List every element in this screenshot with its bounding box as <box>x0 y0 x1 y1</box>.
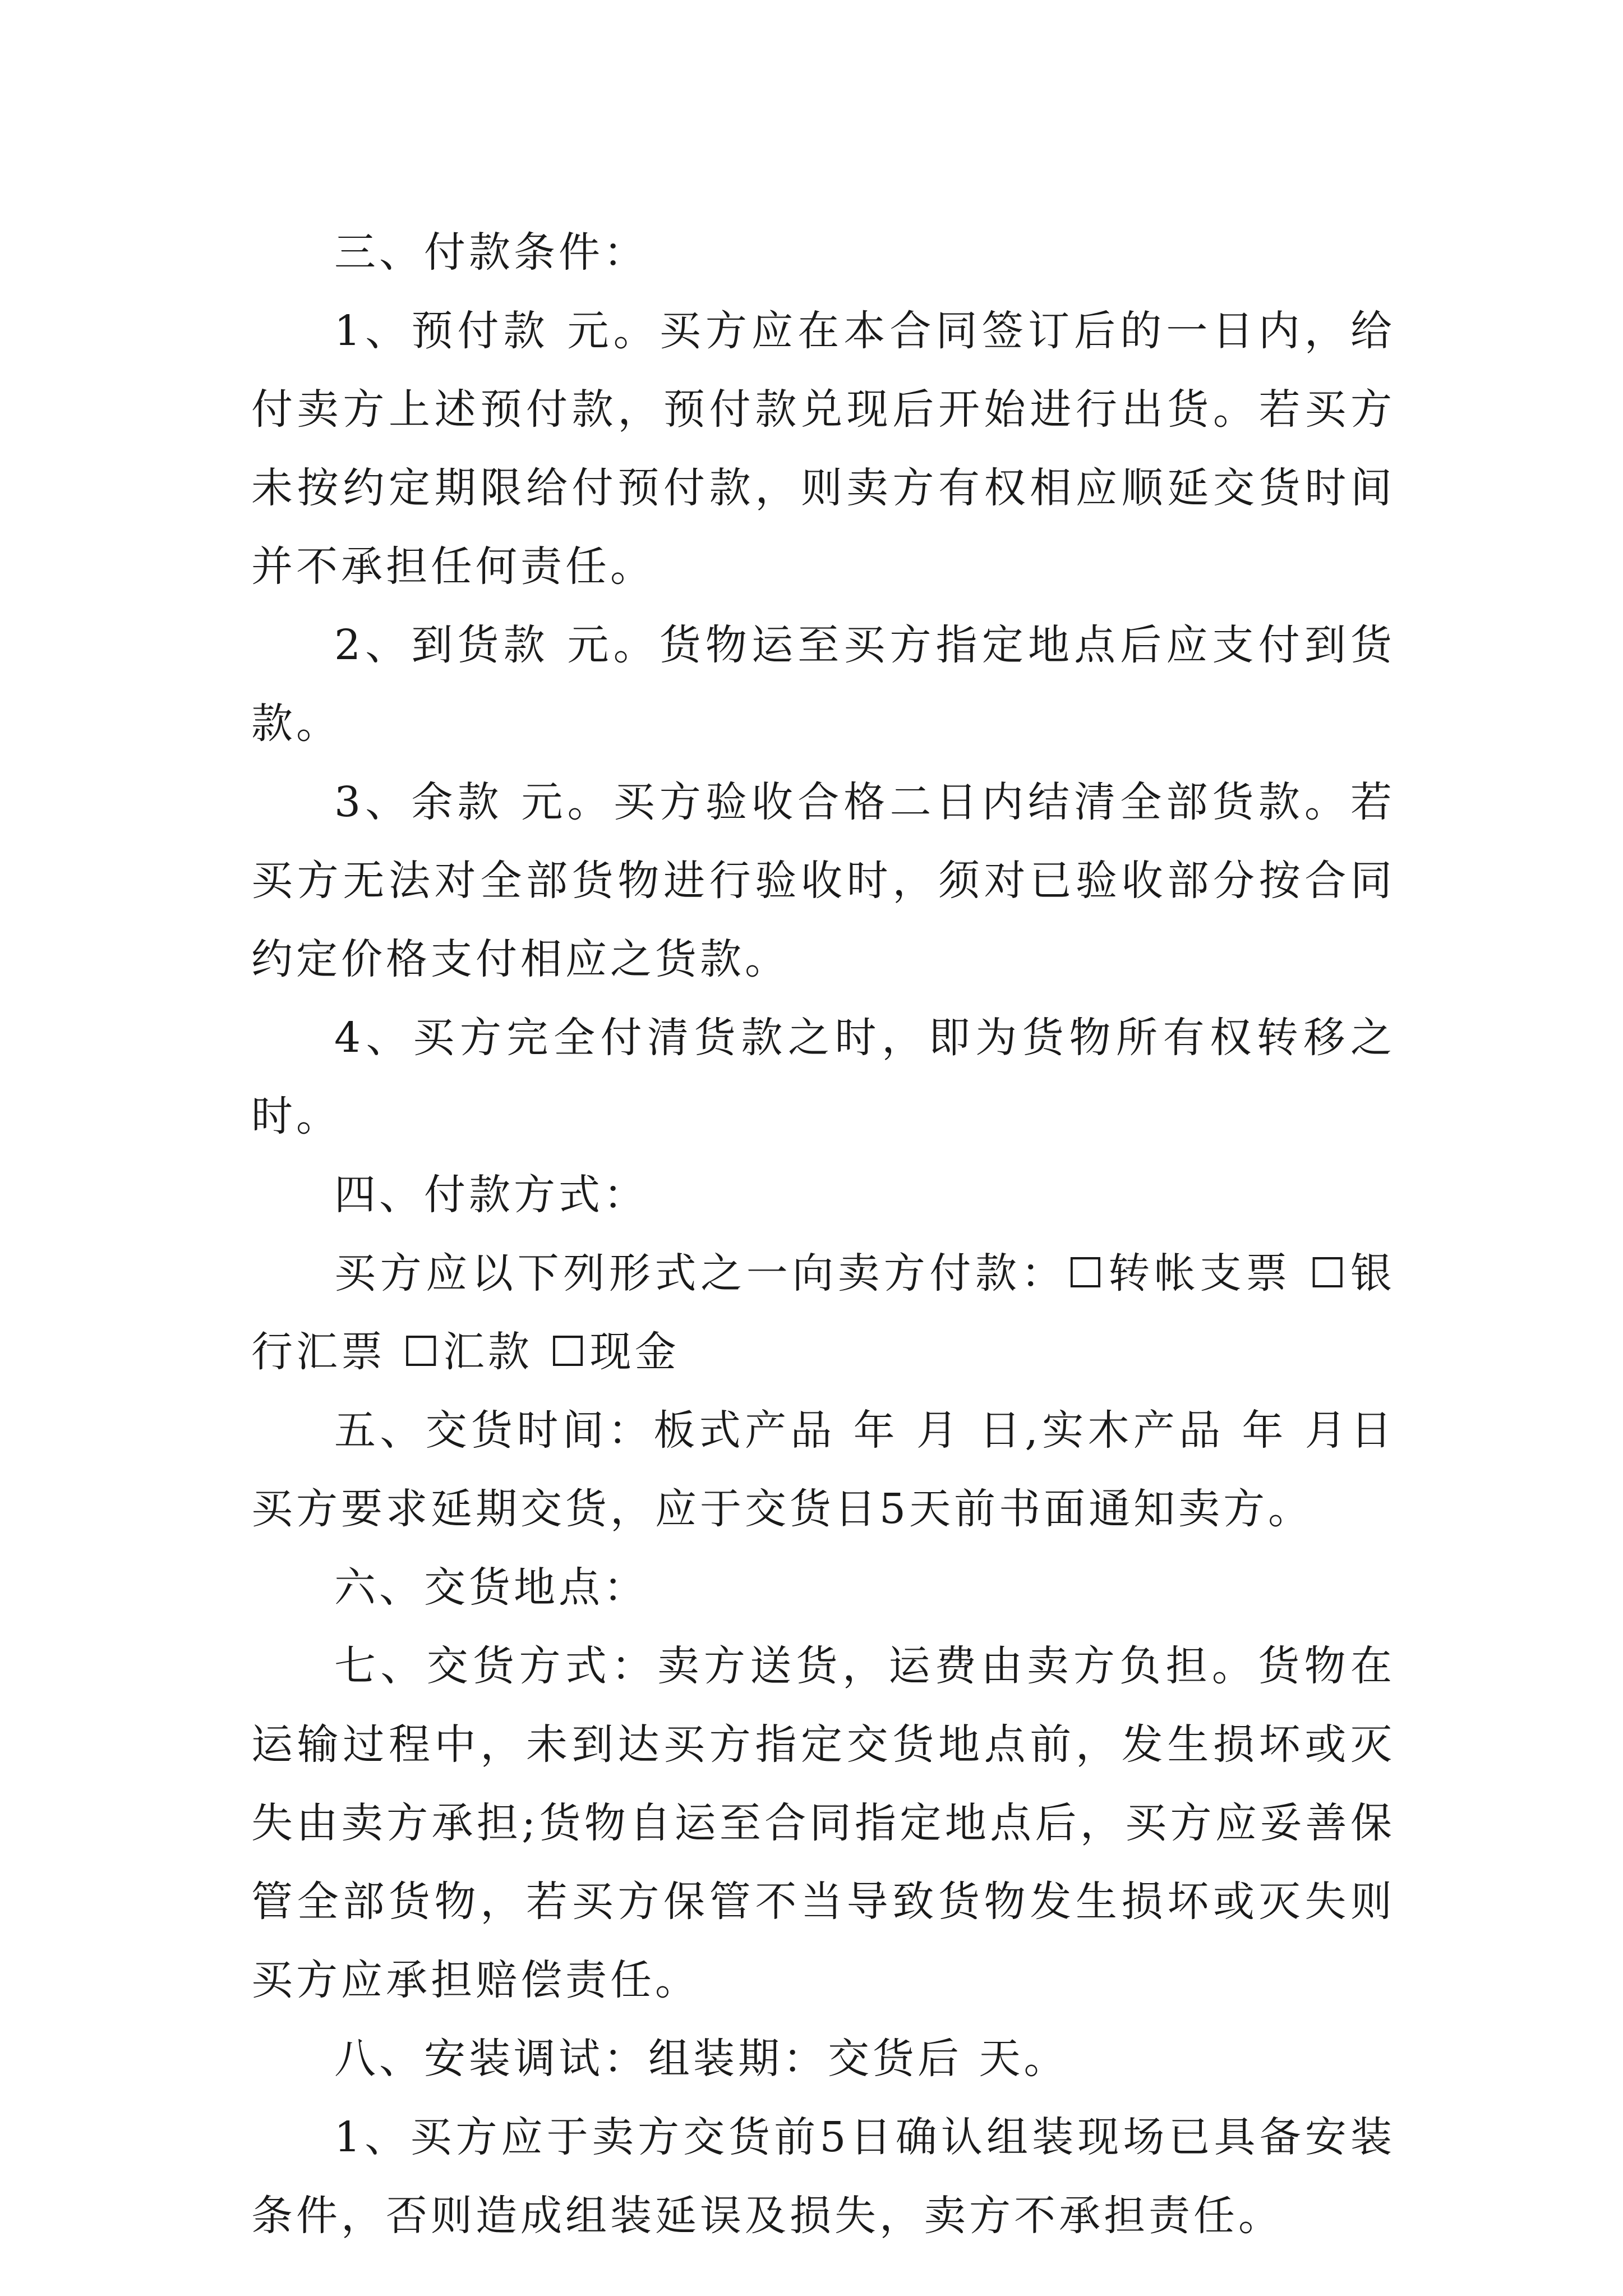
clause-advance-payment: 1、预付款 元。买方应在本合同签订后的一日内，给付卖方上述预付款，预付款兑现后开始进行出货。若买方未按约定期限给付预付款，则卖方有权相应顺延交货时间并不承担任何责任。 <box>251 307 1395 591</box>
document-body <box>251 213 1395 2255</box>
section-heading-payment-method: 四、付款方式： <box>334 1171 648 1219</box>
clause-balance-payment: 3、余款 元。买方验收合格二日内结清全部货款。若买方无法对全部货物进行验收时，须对已验收部分按合同约定价格支付相应之货款。 <box>251 778 1395 983</box>
clause-delivery-payment: 2、到货款 元。货物运至买方指定地点后应支付到货款。 <box>251 621 1395 748</box>
clause-payment-method-options: 买方应以下列形式之一向卖方付款：☐转帐支票 ☐银行汇票 ☐汇款 ☐现金 <box>251 1249 1395 1376</box>
section-installation: 八、安装调试：组装期：交货后 天。 <box>334 2035 1069 2083</box>
section-delivery-time: 五、交货时间：板式产品 年 月 日,实木产品 年 月日买方要求延期交货，应于交货日5天前书面通知卖方。 <box>251 1406 1395 1533</box>
clause-ownership-transfer: 4、买方完全付清货款之时，即为货物所有权转移之时。 <box>251 1014 1395 1140</box>
section-delivery-method: 七、交货方式：卖方送货，运费由卖方负担。货物在运输过程中，未到达买方指定交货地点前，发生损坏或灭失由卖方承担;货物自运至合同指定地点后，买方应妥善保管全部货物，若买方保管不当导致货物发生损坏或灭失则买方应承担赔偿责任。 <box>251 1642 1395 2004</box>
clause-installation-conditions: 1、买方应于卖方交货前5日确认组装现场已具备安装条件，否则造成组装延误及损失，卖方不承担责任。 <box>251 2113 1395 2240</box>
section-heading-payment-terms: 三、付款条件： <box>334 228 648 277</box>
section-heading-delivery-location: 六、交货地点： <box>334 1563 648 1612</box>
